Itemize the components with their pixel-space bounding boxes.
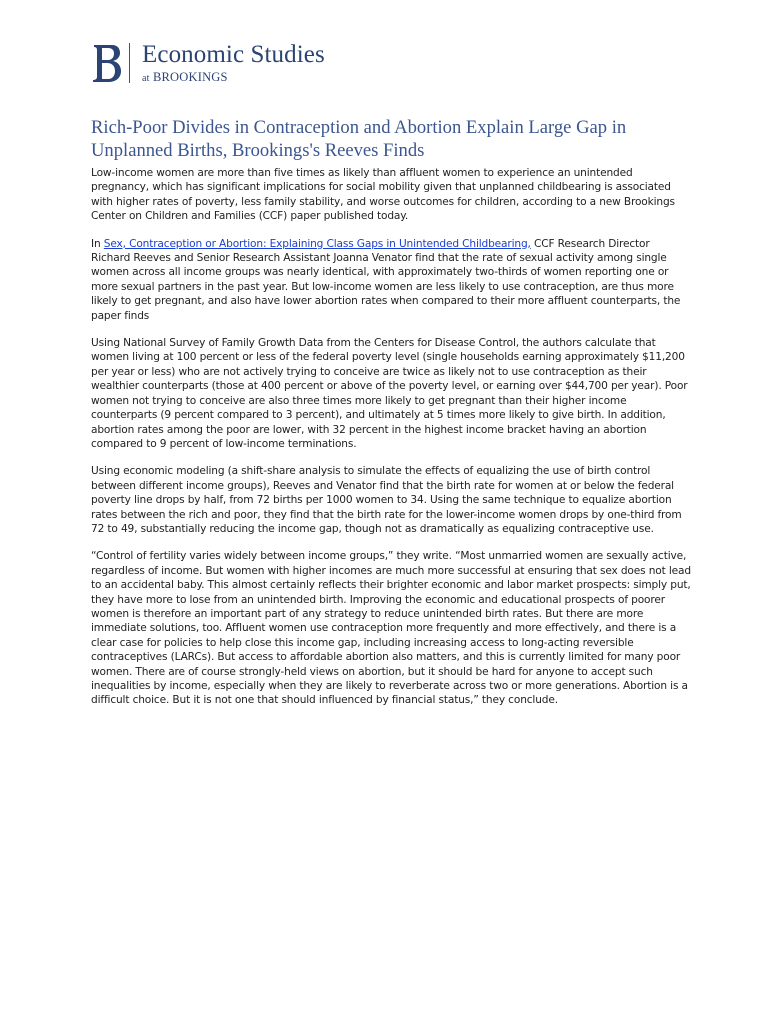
paragraph-3: Using National Survey of Family Growth Data from the Centers for Disease Control, the authors calculate that women living at 100 percent or less of the federal poverty level (single households earning approximately $11,200 per year or less) who are not actively trying to conceive are twice as likely not to use contraception as their wealthier counterparts (those at 400 percent or above of the poverty level, or earning over $44,700 per year). Poor women not trying to conceive are also three times more likely to get pregnant than their higher income counterparts (9 percent compared to 3 percent), and ultimately at 5 times more likely to give birth. In addition, abortion rates among the poor are lower, with 32 percent in the highest income bracket having an abortion compared to 9 percent of low-income terminations. bbox=[91, 337, 688, 450]
paragraph-2-prefix: In bbox=[91, 237, 104, 250]
brand-sub-name: BROOKINGS bbox=[152, 70, 228, 84]
brookings-masthead bbox=[91, 41, 325, 87]
paragraph-2 bbox=[91, 237, 691, 323]
brand-sub-at: at bbox=[142, 73, 150, 84]
brand-subtitle bbox=[142, 70, 325, 86]
paragraph-4: Using economic modeling (a shift-share analysis to simulate the effects of equalizing the use of birth control between different income groups), Reeves and Venator find that the birth rate for women at or below the federal poverty line drops by half, from 72 births per 1000 women to 34. Using the same technique to equalize abortion rates between the rich and poor, they find that the birth rate for the lower-income women drops by one-third from 72 to 49, substantially reducing the income gap, though not as dramatically as equalizing contraceptive use. bbox=[91, 465, 682, 535]
paragraph-2-text: CCF Research Director Richard Reeves and Senior Research Assistant Joanna Venator find that the rate of sexual activity among single women across all income groups was nearly identical, with approximately two-thirds of women reporting one or more sexual partners in the past year. But low-income women are less likely to use contraception, are thus more likely to get pregnant, and also have lower abortion rates when compared to their more affluent counterparts, the paper finds bbox=[91, 237, 681, 322]
brand-text bbox=[142, 41, 325, 86]
paper-title-link[interactable]: Sex, Contraception or Abortion: Explaining Class Gaps in Unintended Childbearing, bbox=[103, 237, 531, 250]
logo-divider bbox=[129, 43, 130, 83]
paragraph-1: Low-income women are more than five times as likely than affluent women to experience an unintended pregnancy, which has significant implications for social mobility given that unplanned childbearing is associated with higher rates of poverty, less family stability, and worse outcomes for children, according to a new Brookings Center on Children and Families (CCF) paper published today. bbox=[91, 167, 675, 223]
article-headline: Rich-Poor Divides in Contraception and Abortion Explain Large Gap in Unplanned Births, Brookings's Reeves Finds bbox=[91, 117, 627, 161]
paragraph-5: “Control of fertility varies widely between income groups,” they write. “Most unmarried women are sexually active, regardless of income. But women with higher incomes are much more successful at ensuring that sex does not lead to an accidental baby. This almost certainly reflects their brighter economic and labor market prospects: simply put, they have more to lose from an unintended birth. Improving the economic and educational prospects of poorer women is therefore an important part of any strategy to reduce unintended birth rates. But there are more immediate solutions, too. Affluent women use contraception more frequently and more effectively, and there is a clear case for policies to help close this income gap, including increasing access to long-acting reversible contraceptives (LARCs). But access to affordable abortion also matters, and this is currently limited for many poor women. There are of course strongly-held views on abortion, but it should be hard for anyone to accept such inequalities by income, especially when they are likely to reverberate across two or more generations. Abortion is a difficult choice. But it is not one that should influenced by financial status,” they conclude. bbox=[91, 550, 691, 707]
brand-title: Economic Studies bbox=[142, 41, 325, 68]
article-body bbox=[91, 166, 691, 721]
brookings-b-logo-icon bbox=[91, 42, 121, 84]
